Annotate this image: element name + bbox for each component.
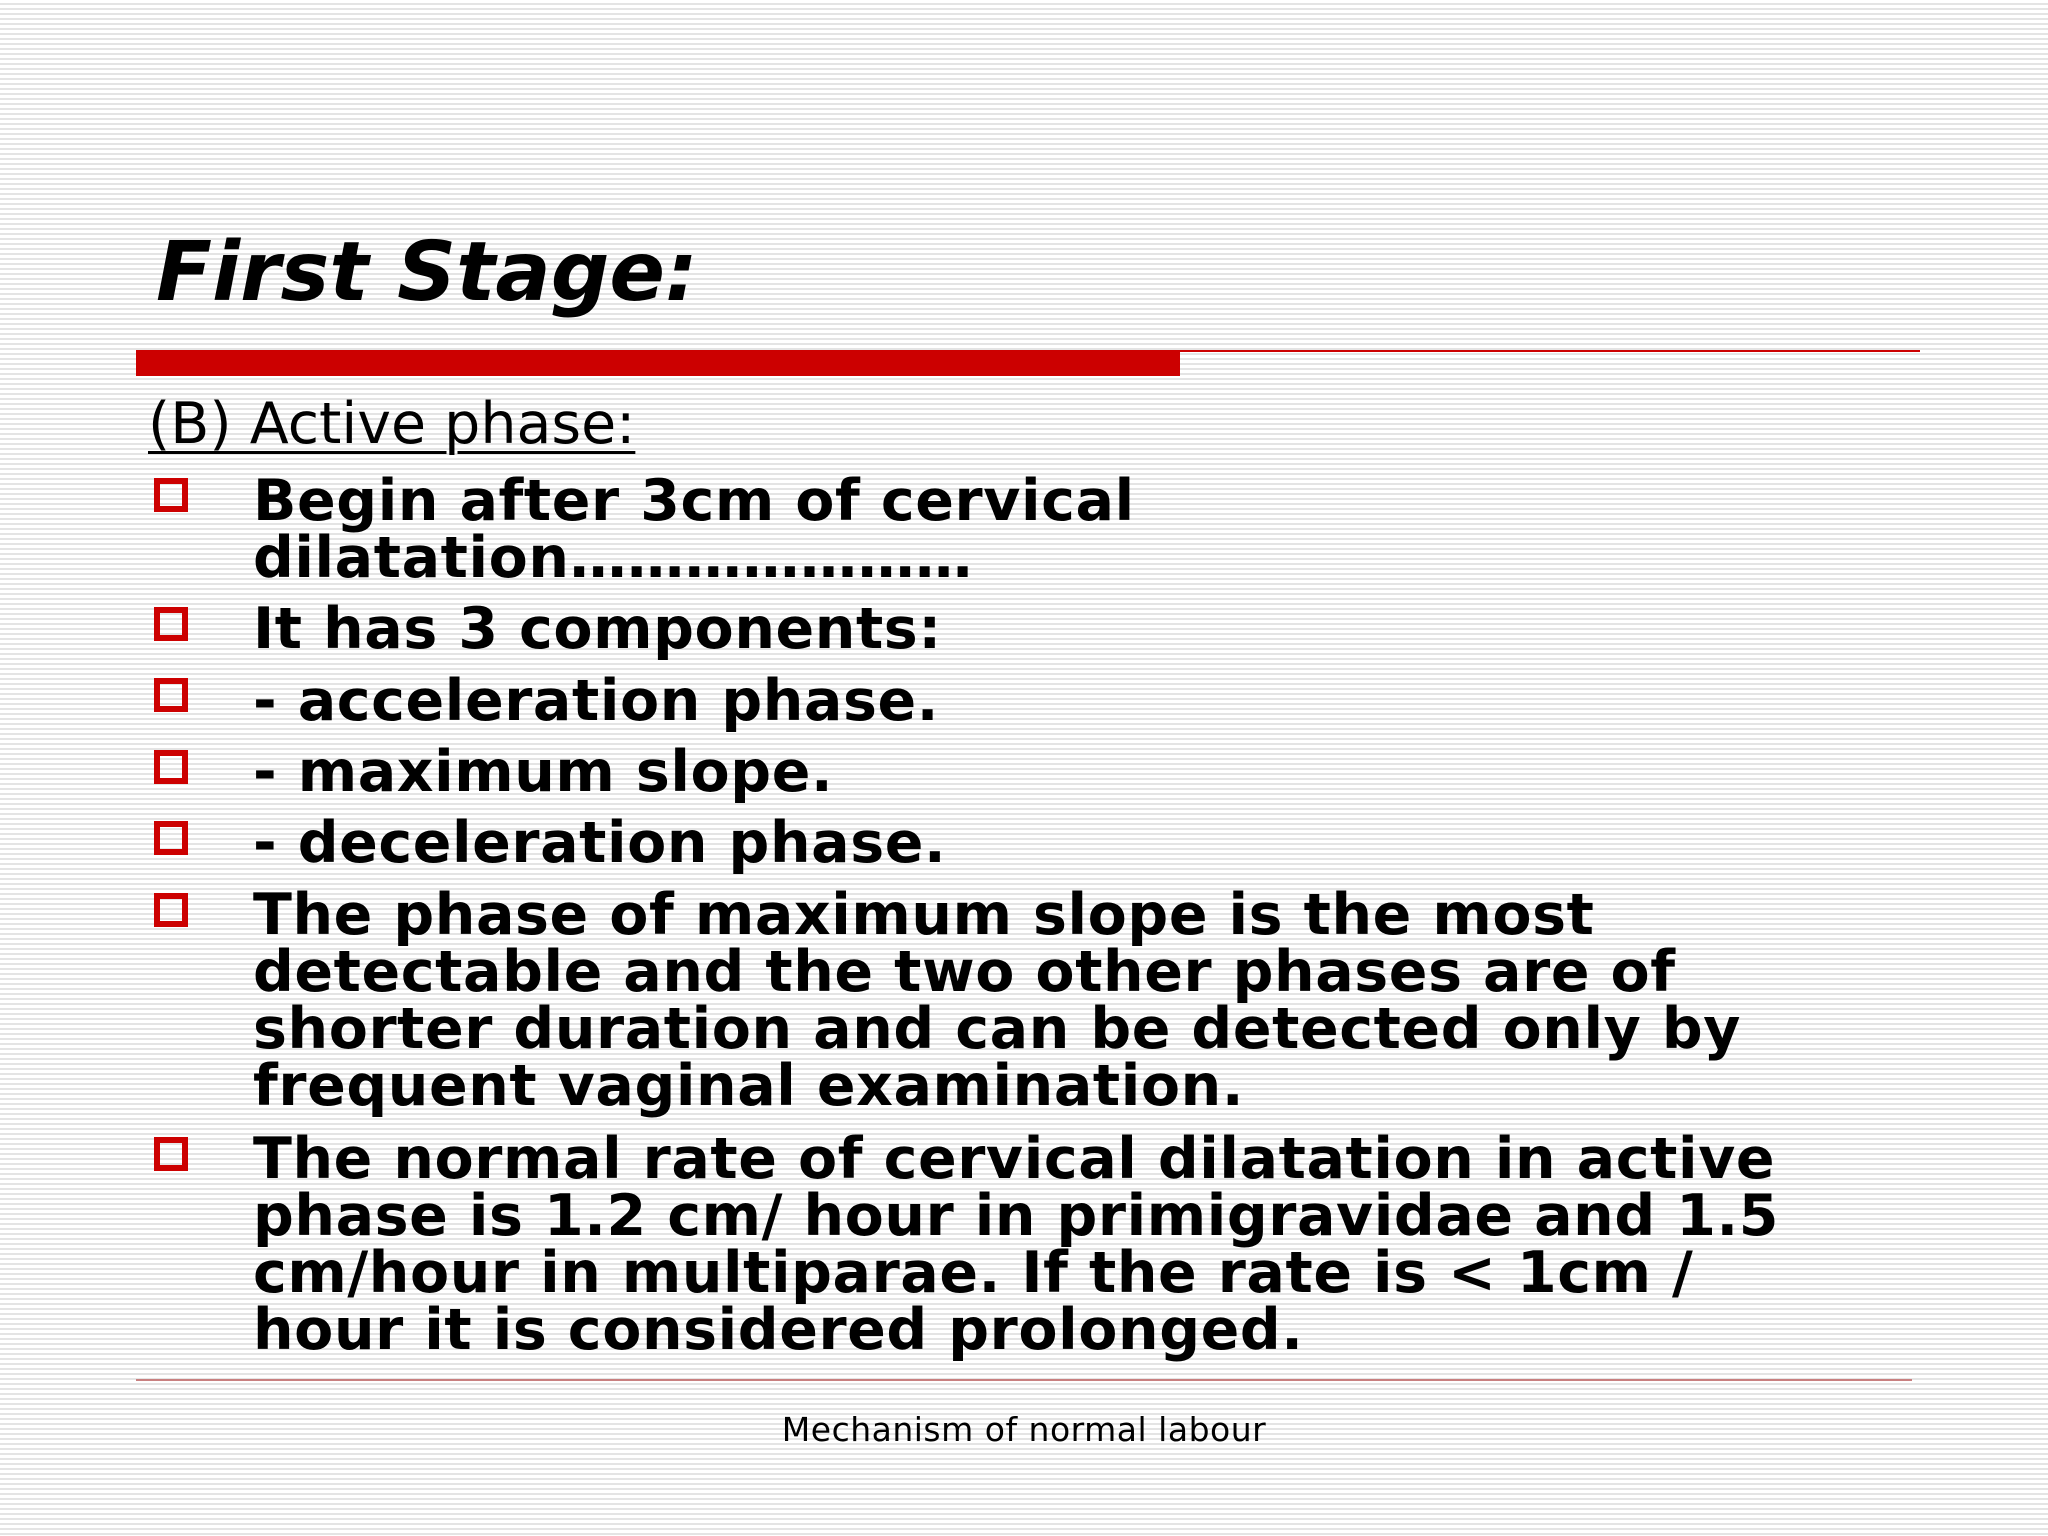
title-accent-line [1180, 350, 1920, 352]
footer-divider [136, 1379, 1912, 1381]
bullet-text: - deceleration phase. [253, 810, 947, 876]
hollow-square-icon [154, 678, 188, 712]
bullet-text: - acceleration phase. [253, 668, 940, 734]
bullet-text: The phase of maximum slope is the most detectable and the two other phases are of shorter duration and can be detected only by frequent vaginal examination. [253, 882, 1741, 1119]
hollow-square-icon [154, 750, 188, 784]
slide-footer: Mechanism of normal labour [781, 1410, 1267, 1449]
slide-title: First Stage: [156, 225, 698, 320]
bullet-text: Begin after 3cm of cervical dilatation………………… [253, 468, 1135, 591]
bullet-text: The normal rate of cervical dilatation in active phase is 1.2 cm/ hour in primigravidae and 1.5 cm/hour in multiparae. If the rate is < 1cm / hour it is considered prolonged. [253, 1126, 1779, 1363]
slide-subtitle: (B) Active phase: [148, 391, 636, 457]
hollow-square-icon [154, 893, 188, 927]
bullet-text: - maximum slope. [253, 739, 834, 805]
bullet-text: It has 3 components: [253, 596, 942, 662]
hollow-square-icon [154, 607, 188, 641]
hollow-square-icon [154, 1137, 188, 1171]
hollow-square-icon [154, 821, 188, 855]
title-accent-bar [136, 350, 1180, 376]
hollow-square-icon [154, 478, 188, 512]
